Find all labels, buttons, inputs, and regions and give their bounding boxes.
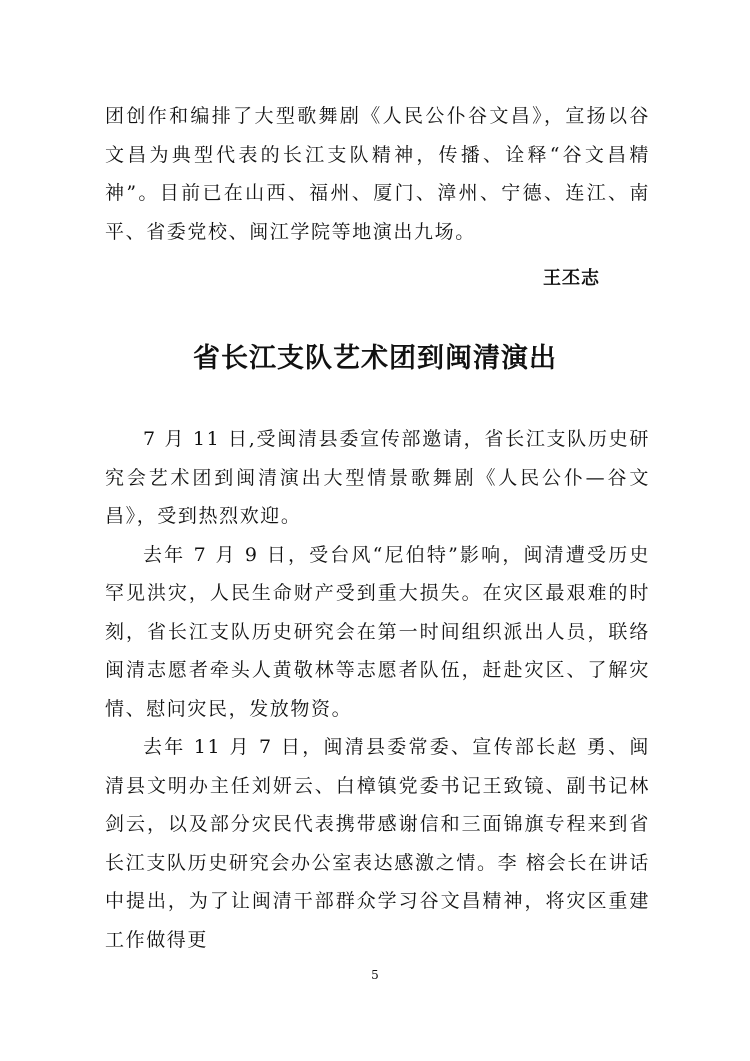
article-body bbox=[105, 420, 650, 959]
article-title: 省长江支队艺术团到闽清演出 bbox=[193, 343, 557, 374]
article-paragraph-2: 去年 7 月 9 日，受台风“尼伯特”影响，闽清遭受历史罕见洪灾，人民生命财产受到重大损失。在灾区最艰难的时刻，省长江支队历史研究会在第一时间组织派出人员，联络闽清志愿者牵头人黄敬林等志愿者队伍，赶赴灾区、了解灾情、慰问灾民，发放物资。 bbox=[105, 543, 650, 720]
article-paragraph-3: 去年 11 月 7 日，闽清县委常委、宣传部长赵 勇、闽清县文明办主任刘妍云、白樟镇党委书记王致镜、副书记林剑云，以及部分灾民代表携带感谢信和三面锦旗专程来到省长江支队历史研究会办公室表达感激之情。李 榕会长在讲话中提出，为了让闽清干部群众学习谷文昌精神，将灾区重建工作做得更 bbox=[105, 736, 650, 951]
article-paragraph-1: 7 月 11 日,受闽清县委宣传部邀请，省长江支队历史研究会艺术团到闽清演出大型情景歌舞剧《人民公仆—谷文昌》，受到热烈欢迎。 bbox=[105, 428, 650, 527]
previous-article-author: 王丕志 bbox=[543, 268, 600, 289]
previous-article-closing-paragraph: 团创作和编排了大型歌舞剧《人民公仆谷文昌》，宣扬以谷文昌为典型代表的长江支队精神，传播、诠释“谷文昌精神”。目前已在山西、福州、厦门、漳州、宁德、连江、南平、省委党校、闽江学院等地演出九场。 bbox=[105, 105, 650, 243]
page-number: 5 bbox=[371, 968, 379, 982]
